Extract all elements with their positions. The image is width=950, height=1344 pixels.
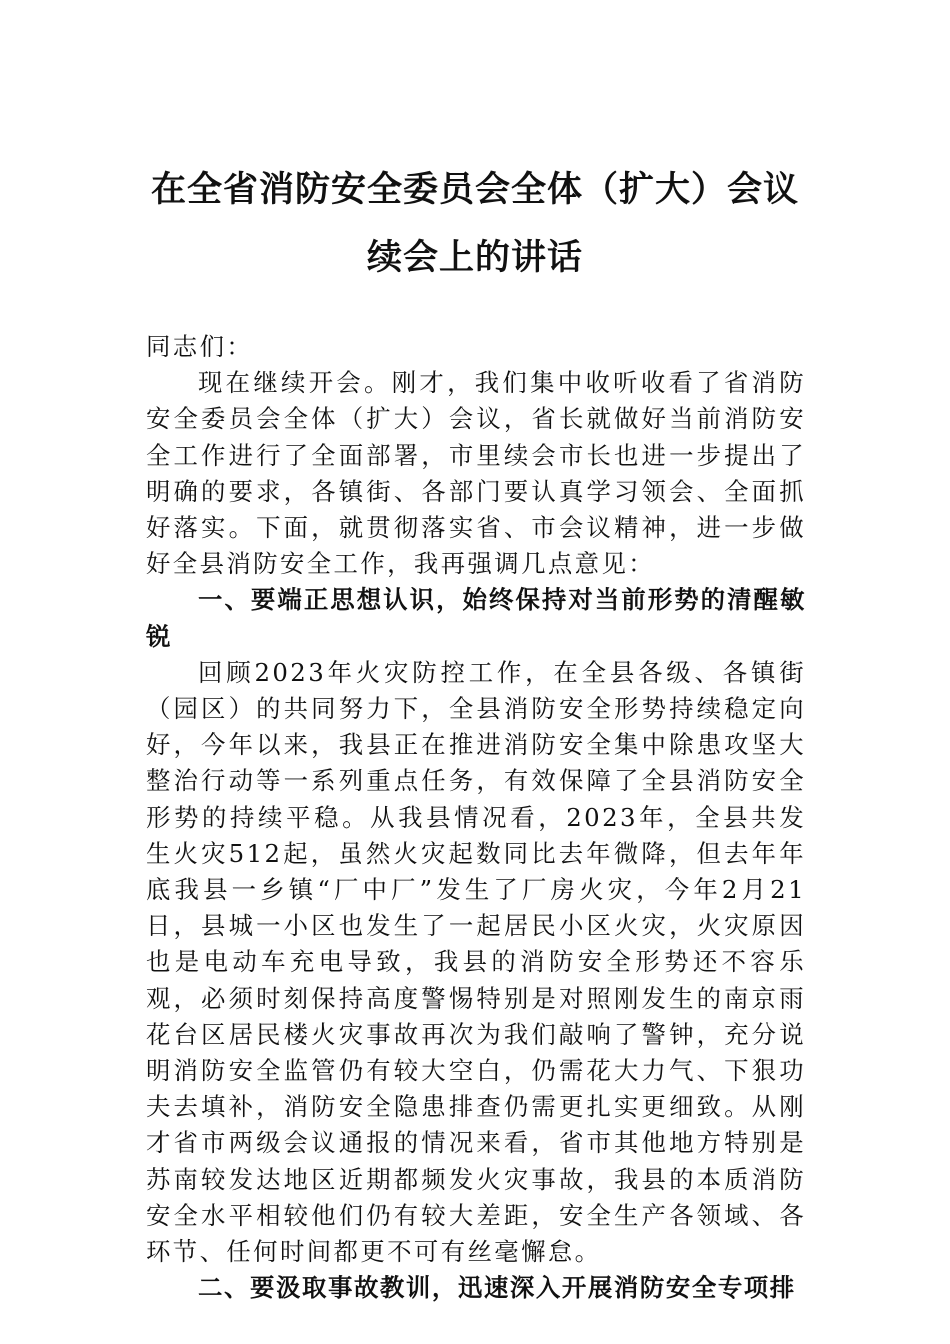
document-title-line-2: 续会上的讲话 [366, 238, 583, 278]
document-title-line-1: 在全省消防安全委员会全体（扩大）会议 [150, 170, 799, 210]
section-heading-1: 一、要端正思想认识，始终保持对当前形势的清醒敏锐 [146, 585, 806, 651]
intro-paragraph: 现在继续开会。刚才，我们集中收听收看了省消防安全委员会全体（扩大）会议，省长就做好当前消防安全工作进行了全面部署，市里续会市长也进一步提出了明确的要求，各镇街、各部门要认真学习领会、全面抓好落实。下面，就贯彻落实省、市会议精神，进一步做好全县消防安全工作，我再强调几点意见： [146, 368, 806, 579]
document-body [146, 329, 806, 1306]
section-1-paragraph: 回顾2023年火灾防控工作，在全县各级、各镇街（园区）的共同努力下，全县消防安全形势持续稳定向好，今年以来，我县正在推进消防安全集中除患攻坚大整治行动等一系列重点任务，有效保障了全县消防安全形势的持续平稳。从我县情况看，2023年，全县共发生火灾512起，虽然火灾起数同比去年微降，但去年年底我县一乡镇“厂中厂”发生了厂房火灾，今年2月21日，县城一小区也发生了一起居民小区火灾，火灾原因也是电动车充电导致，我县的消防安全形势还不容乐观，必须时刻保持高度警惕特别是对照刚发生的南京雨花台区居民楼火灾事故再次为我们敲响了警钟，充分说明消防安全监管仍有较大空白，仍需花大力气、下狠功夫去填补，消防安全隐患排查仍需更扎实更细致。从刚才省市两级会议通报的情况来看，省市其他地方特别是苏南较发达地区近期都频发火灾事故，我县的本质消防安全水平相较他们仍有较大差距，安全生产各领域、各环节、任何时间都更不可有丝毫懈怠。 [146, 657, 806, 1267]
salutation: 同志们： [146, 332, 254, 361]
section-heading-2: 二、要汲取事故教训，迅速深入开展消防安全专项排 [198, 1273, 796, 1303]
